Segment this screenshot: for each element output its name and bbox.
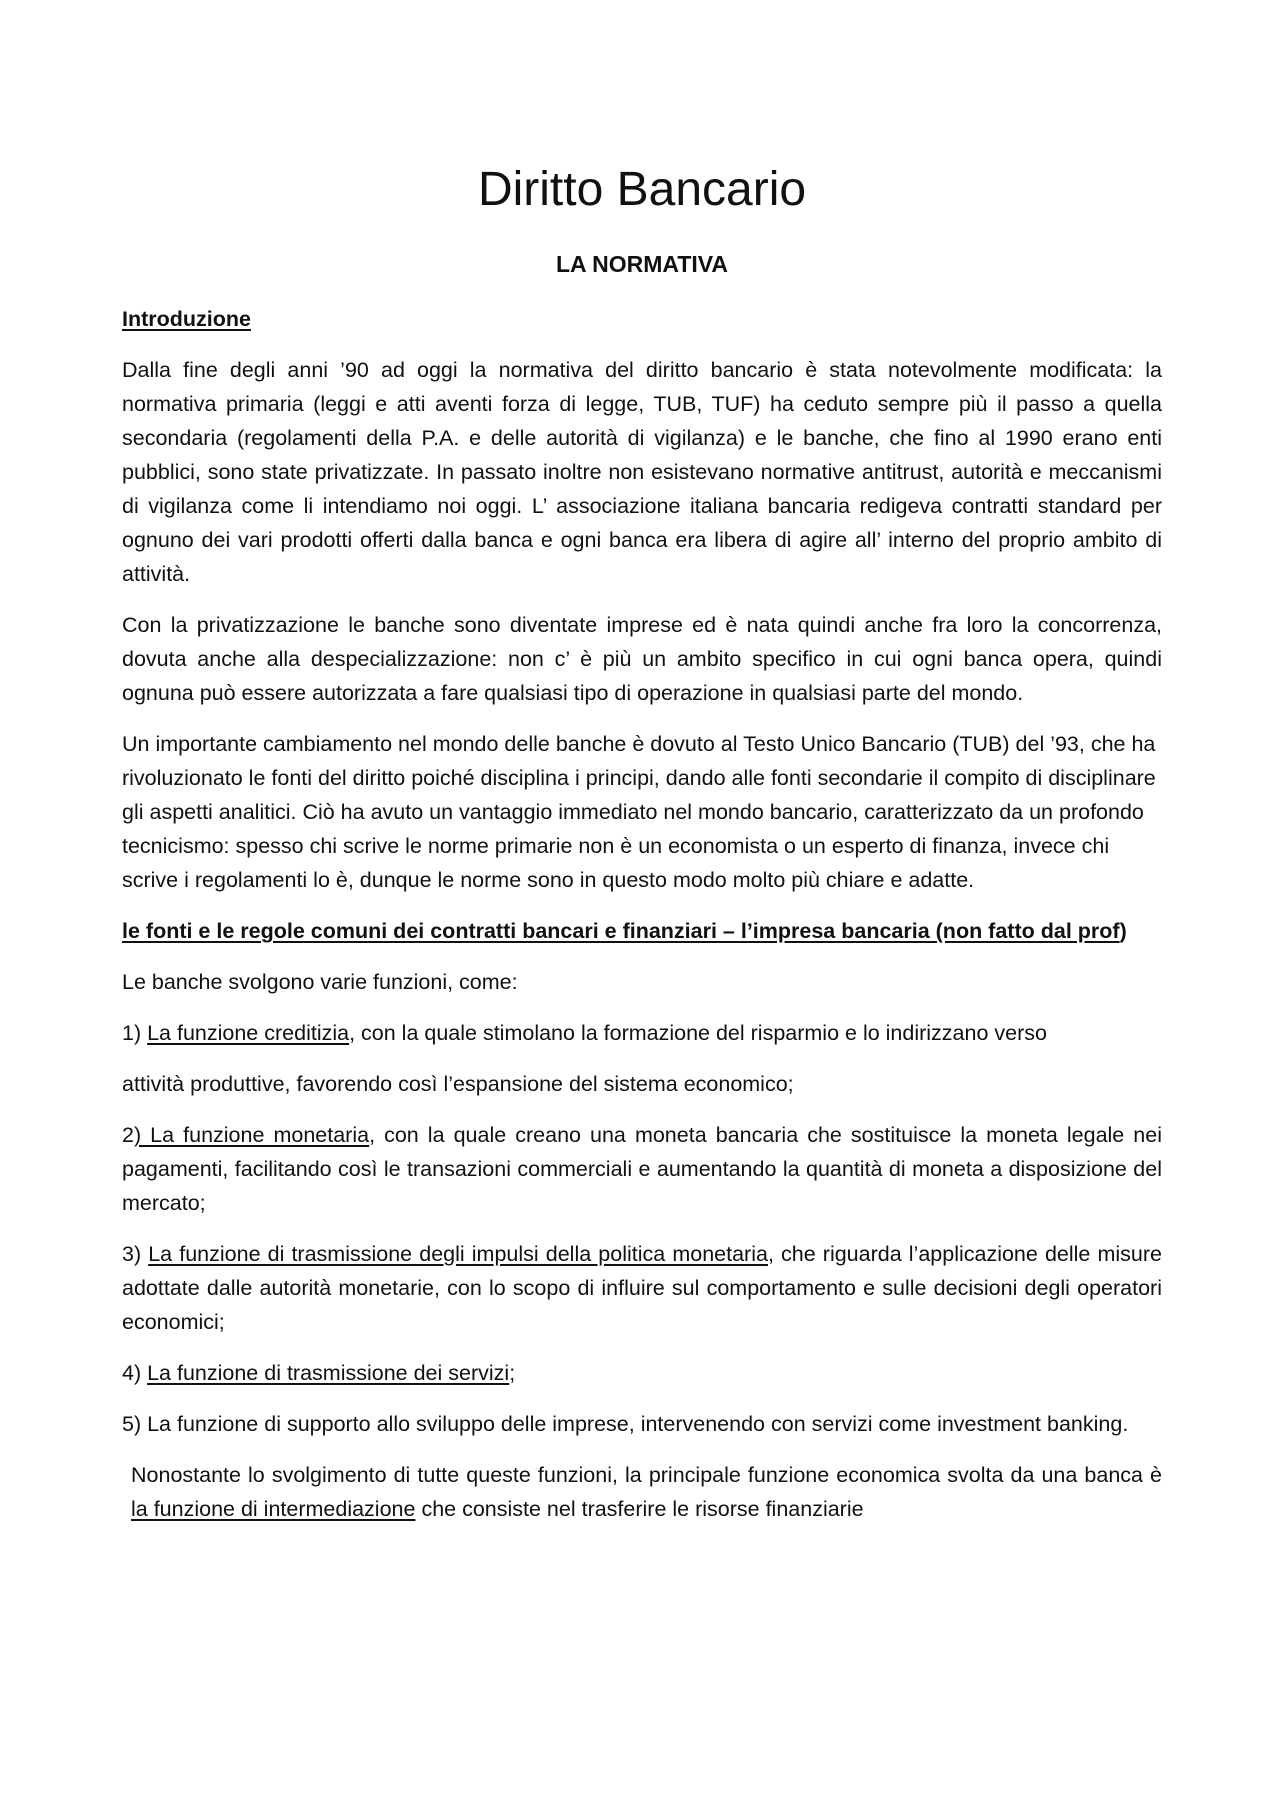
- item-3-text: , che riguarda l’applicazione delle misure adottate dalle autorità monetarie, con lo scopo di influire sul comportamento e sulle decisioni degli operatori economici;: [122, 1242, 1162, 1334]
- function-item-2: [122, 1118, 1162, 1220]
- closing-paragraph: [122, 1458, 1162, 1526]
- item-2-term: ) La funzione monetaria: [133, 1123, 370, 1147]
- item-1-number: 1): [122, 1021, 148, 1045]
- function-item-3: [122, 1237, 1162, 1339]
- closing-end: che consiste nel trasferire le risorse finanziarie: [415, 1497, 864, 1521]
- function-item-1-continuation: attività produttive, favorendo così l’espansione del sistema economico;: [122, 1072, 794, 1096]
- function-item-5: 5) La funzione di supporto allo sviluppo delle imprese, intervenendo con servizi come investment banking.: [122, 1412, 1129, 1436]
- item-4-term: La funzione di trasmissione dei servizi: [147, 1361, 510, 1385]
- item-1-term: La funzione creditizia: [147, 1021, 350, 1045]
- item-4-text: ;: [509, 1361, 516, 1385]
- closing-start: Nonostante lo svolgimento di tutte queste funzioni, la principale funzione economica svolta da una banca è: [131, 1463, 1162, 1487]
- functions-intro: Le banche svolgono varie funzioni, come:: [122, 970, 518, 994]
- document-subtitle: LA NORMATIVA: [555, 251, 729, 277]
- paragraph-1: Dalla fine degli anni ’90 ad oggi la normativa del diritto bancario è stata notevolmente modificata: la normativa primaria (leggi e atti aventi forza di legge, TUB, TUF) ha ceduto sempre più il passo a quella secondaria (regolamenti della P.A. e delle autorità di vigilanza) e le banche, che fino al 1990 erano enti pubblici, sono state privatizzate. In passato inoltre non esistevano normative antitrust, autorità e meccanismi di vigilanza come li intendiamo noi oggi. L’ associazione italiana bancaria redigeva contratti standard per ognuno dei vari prodotti offerti dalla banca e ogni banca era libera di agire all’ interno del proprio ambito di attività.: [122, 358, 1162, 586]
- item-1-text: , con la quale stimolano la formazione del risparmio e lo indirizzano verso: [349, 1021, 1047, 1045]
- item-3-number: 3): [122, 1242, 149, 1266]
- intro-heading: Introduzione: [122, 307, 251, 331]
- document-title: Diritto Bancario: [477, 163, 807, 216]
- section-heading: [122, 914, 1162, 948]
- item-2-number: 2: [122, 1123, 134, 1147]
- closing-term: la funzione di intermediazione: [131, 1497, 416, 1521]
- paragraph-3: Un importante cambiamento nel mondo delle banche è dovuto al Testo Unico Bancario (TUB) del ’93, che ha rivoluzionato le fonti del diritto poiché disciplina i principi, dando alle fonti secondarie il compito di disciplinare gli aspetti analitici. Ciò ha avuto un vantaggio immediato nel mondo bancario, caratterizzato da un profondo tecnicismo: spesso chi scrive le norme primarie non è un economista o un esperto di finanza, invece chi scrive i regolamenti lo è, dunque le norme sono in questo modo molto più chiare e adatte.: [122, 732, 1156, 892]
- item-2-text: , con la quale creano una moneta bancaria che sostituisce la moneta legale nei pagamenti, facilitando così le transazioni commerciali e aumentando la quantità di moneta a disposizione del mercato;: [122, 1123, 1163, 1215]
- function-item-1: [122, 1016, 1162, 1050]
- function-item-4: [122, 1356, 1162, 1390]
- section-heading-tail: ): [1119, 919, 1127, 943]
- section-heading-text: le fonti e le regole comuni dei contratti bancari e finanziari – l’impresa bancaria (non fatto dal prof: [122, 919, 1120, 943]
- paragraph-2: Con la privatizzazione le banche sono diventate imprese ed è nata quindi anche fra loro la concorrenza, dovuta anche alla despecializzazione: non c’ è più un ambito specifico in cui ogni banca opera, quindi ognuna può essere autorizzata a fare qualsiasi tipo di operazione in qualsiasi parte del mondo.: [122, 613, 1162, 705]
- document-body: [122, 302, 1162, 1543]
- item-4-number: 4): [122, 1361, 148, 1385]
- item-3-term: La funzione di trasmissione degli impulsi della politica monetaria: [148, 1242, 768, 1266]
